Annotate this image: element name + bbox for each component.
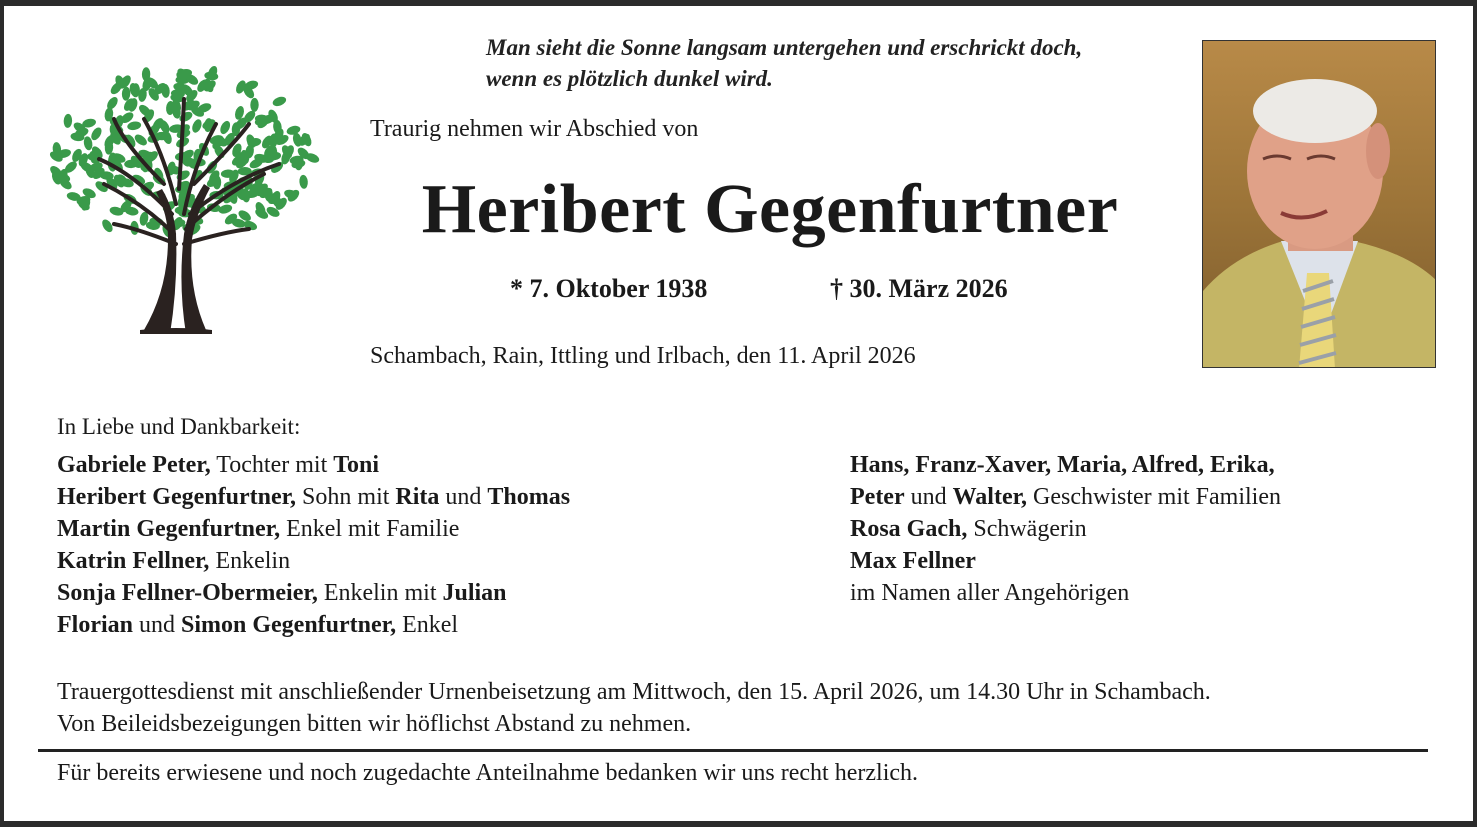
mourner-relation: im Namen aller Angehörigen bbox=[850, 580, 1130, 606]
mourner-line bbox=[850, 577, 1281, 609]
mourner-line bbox=[57, 481, 570, 513]
mourner-relation: und bbox=[133, 612, 181, 638]
intro-text: Traurig nehmen wir Abschied von bbox=[370, 116, 699, 142]
mourner-line bbox=[57, 513, 570, 545]
mourner-name: Thomas bbox=[487, 484, 571, 510]
service-line-1: Trauergottesdienst mit anschließender Urnenbeisetzung am Mittwoch, den 15. April 2026, um 14.30 Uhr in Schambach. bbox=[57, 679, 1211, 705]
divider bbox=[38, 749, 1428, 752]
mourner-relation: Enkel bbox=[396, 612, 459, 638]
mourner-name: Peter bbox=[850, 484, 905, 510]
mourner-name: Martin Gegenfurtner, bbox=[57, 516, 281, 542]
mourner-name: Toni bbox=[333, 452, 380, 478]
mourner-relation: und bbox=[439, 484, 488, 510]
mourner-relation: Enkelin mit bbox=[317, 580, 443, 606]
mourner-line bbox=[57, 577, 570, 609]
place-and-date: Schambach, Rain, Ittling und Irlbach, den 11. April 2026 bbox=[370, 343, 916, 369]
mourner-name: Rita bbox=[395, 484, 440, 510]
mourner-name: Heribert Gegenfurtner, bbox=[57, 484, 297, 510]
mourner-relation: Sohn mit bbox=[296, 484, 396, 510]
mourner-name: Katrin Fellner, bbox=[57, 548, 210, 574]
mourner-name: Gabriele Peter, bbox=[57, 452, 211, 478]
mourner-relation: Tochter mit bbox=[210, 452, 334, 478]
mourner-name: Rosa Gach, bbox=[850, 516, 968, 542]
mourner-line bbox=[850, 545, 1281, 577]
mourners-right-column bbox=[850, 449, 1281, 609]
quote bbox=[486, 32, 1082, 94]
birth-date: * 7. Oktober 1938 bbox=[510, 274, 708, 303]
mourner-line bbox=[57, 449, 570, 481]
death-date: † 30. März 2026 bbox=[830, 274, 1008, 303]
mourner-line bbox=[57, 609, 570, 641]
portrait-photo bbox=[1202, 40, 1436, 368]
mourner-relation: Enkelin bbox=[209, 548, 291, 574]
mourner-name: Max Fellner bbox=[850, 548, 976, 574]
footer-thanks: Für bereits erwiesene und noch zugedachte Anteilnahme bedanken wir uns recht herzlich. bbox=[57, 760, 919, 786]
mourner-relation: und bbox=[904, 484, 953, 510]
mourner-name: Walter, bbox=[952, 484, 1028, 510]
mourners-left-column bbox=[57, 449, 570, 641]
service-info bbox=[57, 676, 1211, 740]
mourner-line bbox=[850, 449, 1281, 481]
service-line-2: Von Beileidsbezeigungen bitten wir höflichst Abstand zu nehmen. bbox=[57, 711, 692, 737]
mourner-name: Sonja Fellner-Obermeier, bbox=[57, 580, 318, 606]
mourner-relation: Geschwister mit Familien bbox=[1027, 484, 1282, 510]
mourner-relation: Enkel mit Familie bbox=[280, 516, 460, 542]
mourner-name: Hans, Franz-Xaver, Maria, Alfred, Erika, bbox=[850, 452, 1275, 478]
quote-line-2: wenn es plötzlich dunkel wird. bbox=[486, 66, 773, 91]
mourner-line bbox=[850, 481, 1281, 513]
mourner-name: Simon Gegenfurtner, bbox=[181, 612, 397, 638]
mourner-line bbox=[850, 513, 1281, 545]
quote-line-1: Man sieht die Sonne langsam untergehen und erschrickt doch, bbox=[486, 35, 1083, 60]
thanks-heading: In Liebe und Dankbarkeit: bbox=[57, 414, 301, 439]
mourner-relation: Schwägerin bbox=[967, 516, 1087, 542]
mourner-line bbox=[57, 545, 570, 577]
deceased-name: Heribert Gegenfurtner bbox=[421, 171, 1119, 248]
mourner-name: Julian bbox=[442, 580, 507, 606]
mourner-name: Florian bbox=[57, 612, 133, 638]
